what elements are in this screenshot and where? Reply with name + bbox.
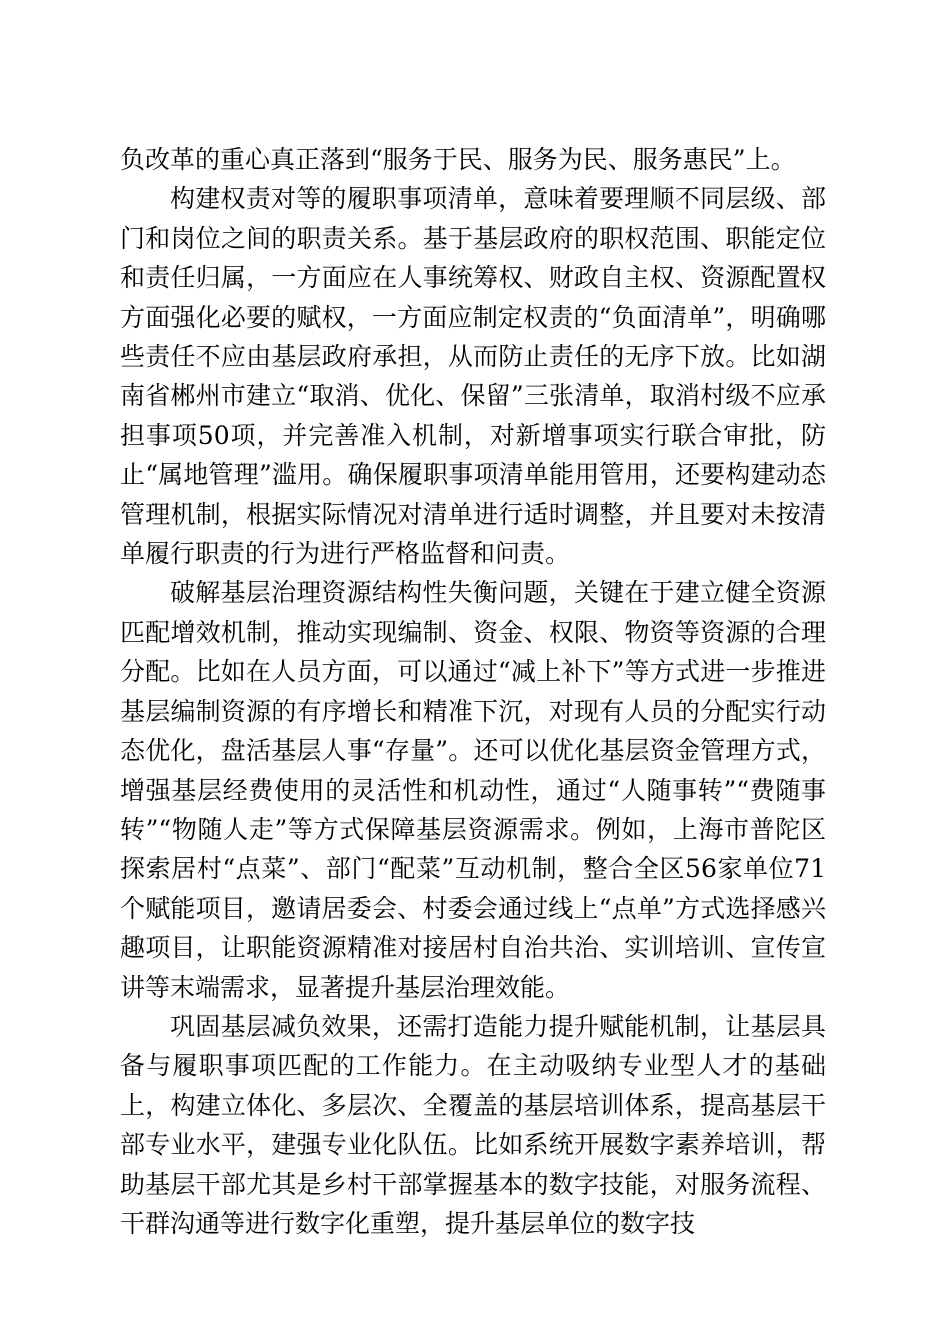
body-text	[120, 140, 826, 1243]
paragraph-continuation: 负改革的重心真正落到“服务于民、服务为民、服务惠民”上。	[120, 145, 796, 174]
paragraph-duty-list: 构建权责对等的履职事项清单，意味着要理顺不同层级、部门和岗位之间的职责关系。基于基层政府的职权范围、职能定位和责任归属，一方面应在人事统筹权、财政自主权、资源配置权方面强化必要的赋权，一方面应制定权责的“负面清单”，明确哪些责任不应由基层政府承担，从而防止责任的无序下放。比如湖南省郴州市建立“取消、优化、保留”三张清单，取消村级不应承担事项50项，并完善准入机制，对新增事项实行联合审批，防止“属地管理”滥用。确保履职事项清单能用管用，还要构建动态管理机制，根据实际情况对清单进行适时调整，并且要对未按清单履行职责的行为进行严格监督和问责。	[120, 184, 826, 569]
paragraph-resource-matching: 破解基层治理资源结构性失衡问题，关键在于建立健全资源匹配增效机制，推动实现编制、资金、权限、物资等资源的合理分配。比如在人员方面，可以通过“减上补下”等方式进一步推进基层编制资源的有序增长和精准下沉，对现有人员的分配实行动态优化，盘活基层人事“存量”。还可以优化基层资金管理方式，增强基层经费使用的灵活性和机动性，通过“人随事转”“费随事转”“物随人走”等方式保障基层资源需求。例如，上海市普陀区探索居村“点菜”、部门“配菜”互动机制，整合全区56家单位71个赋能项目，邀请居委会、村委会通过线上“点单”方式选择感兴趣项目，让职能资源精准对接居村自治共治、实训培训、宣传宣讲等末端需求，显著提升基层治理效能。	[120, 578, 826, 1002]
paragraph-capacity-building: 巩固基层减负效果，还需打造能力提升赋能机制，让基层具备与履职事项匹配的工作能力。在主动吸纳专业型人才的基础上，构建立体化、多层次、全覆盖的基层培训体系，提高基层干部专业水平，建强专业化队伍。比如系统开展数字素养培训，帮助基层干部尤其是乡村干部掌握基本的数字技能，对服务流程、干群沟通等进行数字化重塑，提升基层单位的数字技	[120, 1011, 826, 1238]
